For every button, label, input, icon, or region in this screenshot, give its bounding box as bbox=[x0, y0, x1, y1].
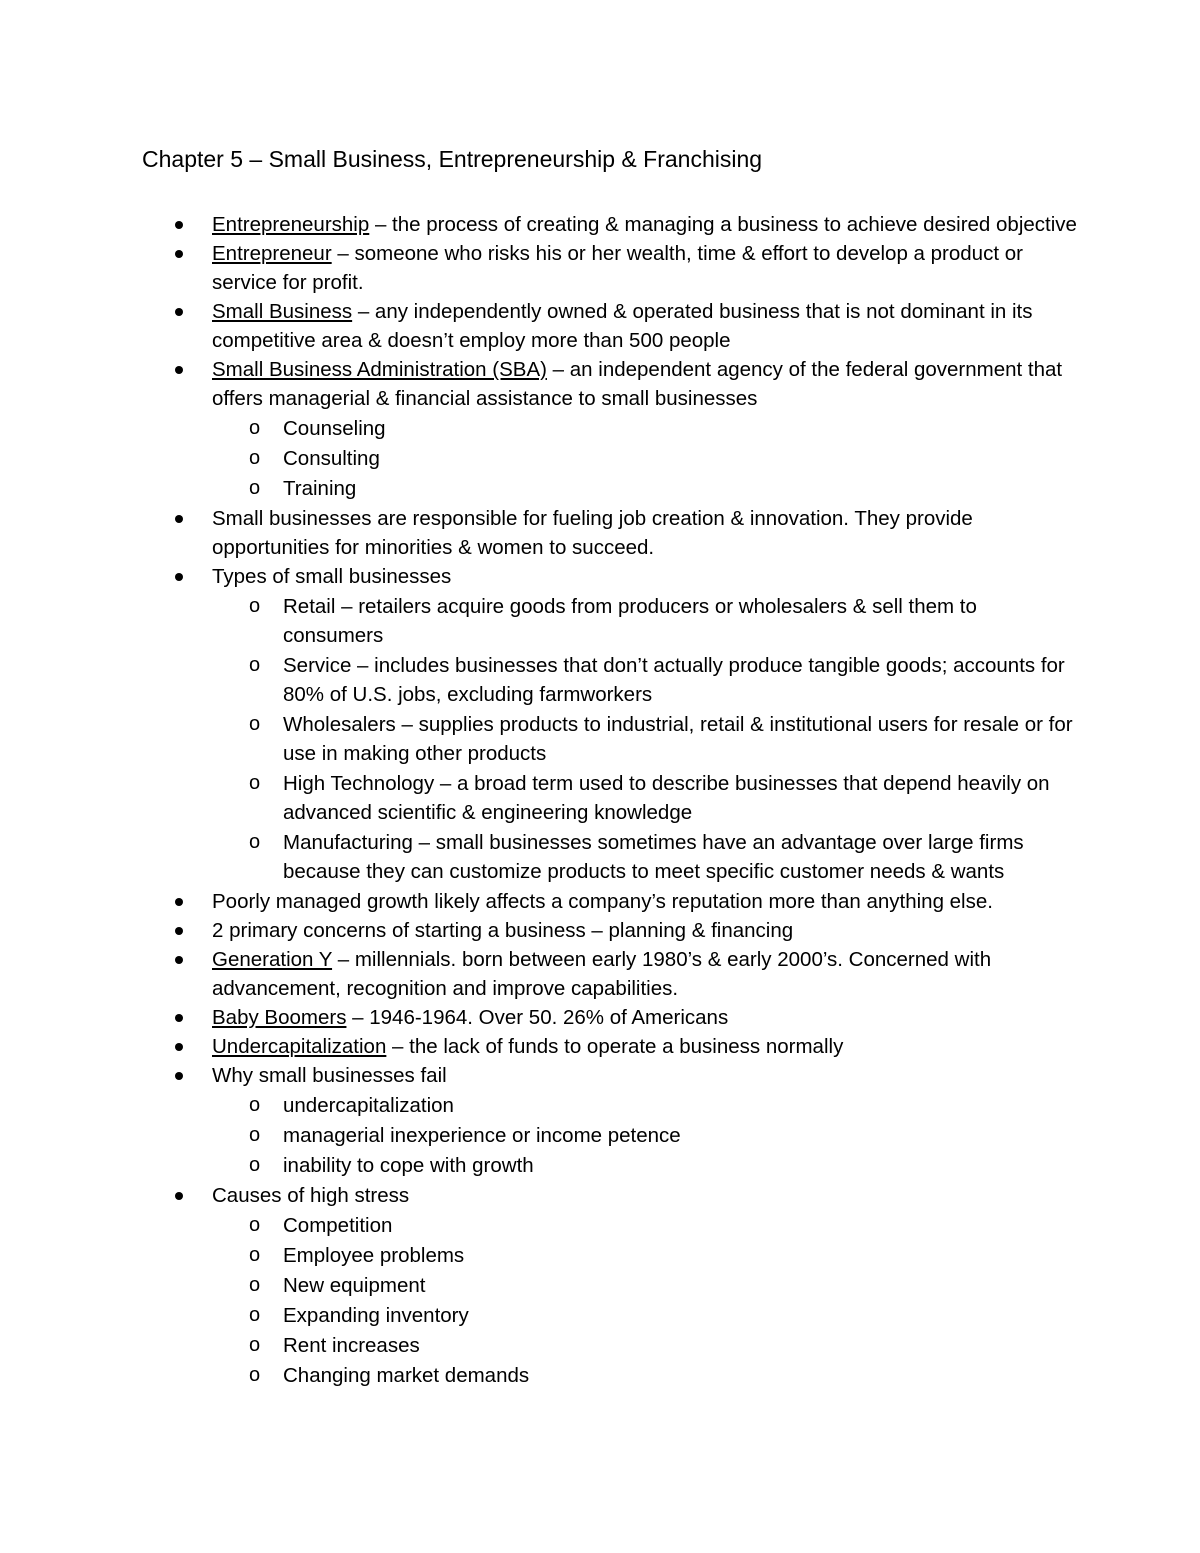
sub-list-item: o Consulting bbox=[0, 444, 1080, 473]
item-text: – someone who risks his or her wealth, time & effort to develop a product or service for profit. bbox=[212, 242, 1023, 294]
sub-list-item: o Employee problems bbox=[0, 1241, 1080, 1270]
list-item bbox=[0, 210, 1200, 239]
term-label: Entrepreneur bbox=[212, 242, 332, 265]
item-text: 2 primary concerns of starting a business – planning & financing bbox=[212, 919, 794, 942]
sub-list bbox=[212, 1091, 1080, 1180]
sub-list-item: o Training bbox=[0, 474, 1080, 503]
term-label: Small Business bbox=[212, 300, 353, 323]
list-item bbox=[0, 297, 1200, 355]
list-item bbox=[0, 1032, 1200, 1061]
term-label: Undercapitalization bbox=[212, 1035, 387, 1058]
item-text: – an independent agency of the federal government that offers managerial & financial assistance to small businesses bbox=[212, 358, 1063, 410]
item-text: Types of small businesses bbox=[212, 565, 452, 588]
item-text: Causes of high stress bbox=[212, 1184, 410, 1207]
term-label: Generation Y bbox=[212, 948, 333, 971]
item-text: Why small businesses fail bbox=[212, 1064, 447, 1087]
sub-list bbox=[212, 1211, 1080, 1390]
list-item bbox=[0, 1181, 1200, 1390]
sub-list-item: o Service – includes businesses that don’t actually produce tangible goods; accounts for 80% of U.S. jobs, excluding farmworkers bbox=[0, 651, 1080, 709]
sub-list-item: o Counseling bbox=[0, 414, 1080, 443]
list-item bbox=[0, 945, 1200, 1003]
list-item bbox=[0, 887, 1200, 916]
sub-list-item: o Changing market demands bbox=[0, 1361, 1080, 1390]
notes-list bbox=[0, 210, 1200, 1391]
list-item bbox=[0, 1061, 1200, 1180]
item-text: – the lack of funds to operate a business normally bbox=[386, 1035, 844, 1058]
list-item bbox=[0, 355, 1200, 503]
item-text: Poorly managed growth likely affects a company’s reputation more than anything else. bbox=[212, 890, 993, 913]
sub-list-item: o undercapitalization bbox=[0, 1091, 1080, 1120]
page-title: Chapter 5 – Small Business, Entrepreneurship & Franchising bbox=[142, 146, 763, 172]
list-item bbox=[0, 504, 1200, 562]
sub-list bbox=[212, 592, 1080, 886]
sub-list-item: o inability to cope with growth bbox=[0, 1151, 1080, 1180]
sub-list-item: o Expanding inventory bbox=[0, 1301, 1080, 1330]
sub-list-item: o Wholesalers – supplies products to industrial, retail & institutional users for resale or for use in making other products bbox=[0, 710, 1080, 768]
sub-list-item: o Rent increases bbox=[0, 1331, 1080, 1360]
sub-list-item: o Retail – retailers acquire goods from producers or wholesalers & sell them to consumers bbox=[0, 592, 1080, 650]
list-item bbox=[0, 916, 1200, 945]
item-text: – millennials. born between early 1980’s & early 2000’s. Concerned with advancement, recognition and improve capabilities. bbox=[212, 948, 992, 1000]
item-text: Small businesses are responsible for fueling job creation & innovation. They provide opportunities for minorities & women to succeed. bbox=[212, 507, 973, 559]
list-item bbox=[0, 562, 1200, 886]
sub-list-item: o Manufacturing – small businesses sometimes have an advantage over large firms because they can customize products to meet specific customer needs & wants bbox=[0, 828, 1080, 886]
sub-list-item: o Competition bbox=[0, 1211, 1080, 1240]
sub-list-item: o New equipment bbox=[0, 1271, 1080, 1300]
term-label: Entrepreneurship bbox=[212, 213, 370, 236]
sub-list bbox=[212, 414, 1080, 503]
item-text: – 1946-1964. Over 50. 26% of Americans bbox=[346, 1006, 729, 1029]
term-label: Baby Boomers bbox=[212, 1006, 347, 1029]
sub-list-item: o managerial inexperience or income petence bbox=[0, 1121, 1080, 1150]
item-text: – the process of creating & managing a business to achieve desired objective bbox=[369, 213, 1077, 236]
item-text: – any independently owned & operated business that is not dominant in its competitive area & doesn’t employ more than 500 people bbox=[212, 300, 1033, 352]
term-label: Small Business Administration (SBA) bbox=[212, 358, 547, 381]
sub-list-item: o High Technology – a broad term used to describe businesses that depend heavily on advanced scientific & engineering knowledge bbox=[0, 769, 1080, 827]
list-item bbox=[0, 239, 1200, 297]
list-item bbox=[0, 1003, 1200, 1032]
